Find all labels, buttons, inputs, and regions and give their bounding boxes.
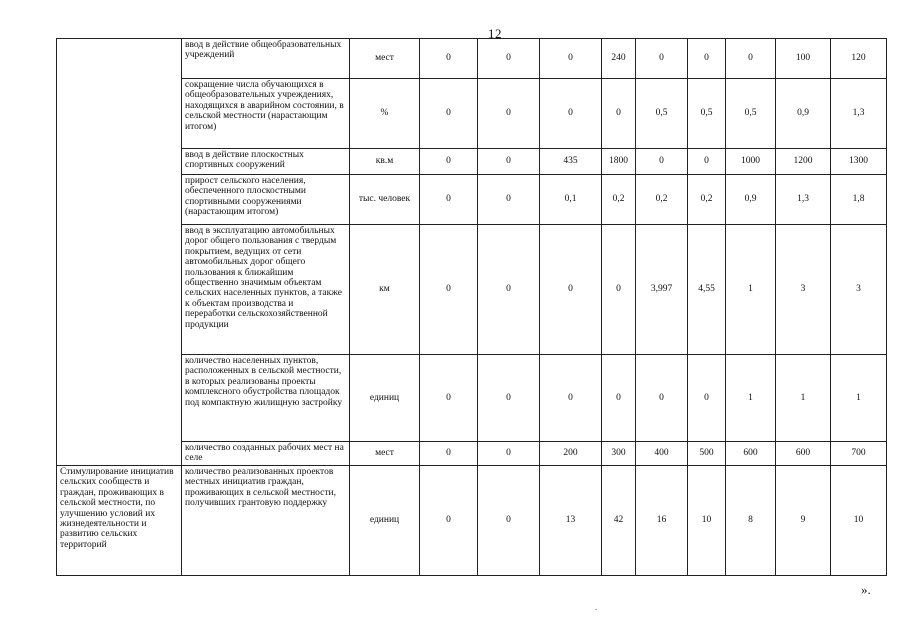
value-cell: 0 <box>602 79 636 149</box>
value-cell: 0 <box>540 355 602 442</box>
value-cell: 0 <box>478 466 540 576</box>
value-cell: 0 <box>636 149 688 175</box>
stray-mark: . <box>595 602 598 612</box>
indicator-cell: прирост сельского населения, обеспеченного плоскостными спортивными сооружениями (нарастающим итогом) <box>182 175 350 225</box>
value-cell: 0 <box>420 175 478 225</box>
value-cell: 120 <box>831 39 887 79</box>
indicator-cell: количество созданных рабочих мест на селе <box>182 442 350 466</box>
value-cell: 0 <box>420 225 478 355</box>
value-cell: 0,5 <box>688 79 726 149</box>
value-cell: 0,5 <box>726 79 776 149</box>
value-cell: 1 <box>776 355 831 442</box>
value-cell: 1 <box>726 225 776 355</box>
goal-cell-empty <box>57 39 182 466</box>
value-cell: 0,2 <box>688 175 726 225</box>
value-cell: 0 <box>688 39 726 79</box>
value-cell: 1,3 <box>831 79 887 149</box>
indicator-cell: ввод в эксплуатацию автомобильных дорог общего пользования с твердым покрытием, ведущих от сети автомобильных дорог общего пользования к ближайшим общественно значимым объектам сельских населенных пунктов, а также к объектам производства и переработки сельскохозяйственной продукции <box>182 225 350 355</box>
indicator-cell: ввод в действие общеобразовательных учреждений <box>182 39 350 79</box>
value-cell: 0 <box>420 149 478 175</box>
value-cell: 0 <box>478 175 540 225</box>
value-cell: 0 <box>478 355 540 442</box>
table-row <box>57 466 887 576</box>
unit-cell: кв.м <box>350 149 420 175</box>
unit-cell: тыс. человек <box>350 175 420 225</box>
value-cell: 3,997 <box>636 225 688 355</box>
indicator-cell: количество населенных пунктов, расположенных в сельской местности, в которых реализованы проекты комплексного обустройства площадок под компактную жилищную застройку <box>182 355 350 442</box>
value-cell: 0 <box>478 442 540 466</box>
value-cell: 1300 <box>831 149 887 175</box>
closing-quote-mark: ». <box>861 582 871 597</box>
value-cell: 0 <box>636 39 688 79</box>
value-cell: 100 <box>776 39 831 79</box>
value-cell: 3 <box>831 225 887 355</box>
value-cell: 0 <box>420 79 478 149</box>
table-row <box>57 39 887 79</box>
value-cell: 1 <box>726 355 776 442</box>
value-cell: 0,1 <box>540 175 602 225</box>
value-cell: 4,55 <box>688 225 726 355</box>
value-cell: 435 <box>540 149 602 175</box>
value-cell: 400 <box>636 442 688 466</box>
page-number: 12 <box>488 26 502 41</box>
goal-cell: Стимулирование инициатив сельских сообществ и граждан, проживающих в сельской местности, по улучшению условий их жизнедеятельности и развитию сельских территорий <box>57 466 182 576</box>
value-cell: 0 <box>420 442 478 466</box>
table-row <box>57 442 887 466</box>
value-cell: 10 <box>831 466 887 576</box>
value-cell: 0 <box>636 355 688 442</box>
value-cell: 0 <box>420 39 478 79</box>
value-cell: 0 <box>688 149 726 175</box>
value-cell: 3 <box>776 225 831 355</box>
value-cell: 8 <box>726 466 776 576</box>
value-cell: 500 <box>688 442 726 466</box>
value-cell: 0 <box>540 39 602 79</box>
indicator-cell: количество реализованных проектов местных инициатив граждан, проживающих в сельской местности, получивших грантовую поддержку <box>182 466 350 576</box>
unit-cell: мест <box>350 39 420 79</box>
value-cell: 300 <box>602 442 636 466</box>
value-cell: 0,2 <box>636 175 688 225</box>
value-cell: 700 <box>831 442 887 466</box>
value-cell: 0 <box>540 225 602 355</box>
value-cell: 0 <box>478 79 540 149</box>
unit-cell: км <box>350 225 420 355</box>
unit-cell: единиц <box>350 355 420 442</box>
table-row <box>57 79 887 149</box>
value-cell: 13 <box>540 466 602 576</box>
value-cell: 9 <box>776 466 831 576</box>
value-cell: 1 <box>831 355 887 442</box>
value-cell: 0,9 <box>776 79 831 149</box>
value-cell: 0 <box>602 225 636 355</box>
indicator-cell: сокращение числа обучающихся в общеобразовательных учреждениях, находящихся в аварийном состоянии, в сельской местности (нарастающим итогом) <box>182 79 350 149</box>
value-cell: 0,9 <box>726 175 776 225</box>
value-cell: 1000 <box>726 149 776 175</box>
indicator-table <box>56 38 887 576</box>
value-cell: 0 <box>478 225 540 355</box>
value-cell: 16 <box>636 466 688 576</box>
value-cell: 0,5 <box>636 79 688 149</box>
value-cell: 0 <box>726 39 776 79</box>
value-cell: 0 <box>602 355 636 442</box>
table-row <box>57 175 887 225</box>
value-cell: 200 <box>540 442 602 466</box>
value-cell: 0 <box>420 466 478 576</box>
value-cell: 0 <box>420 355 478 442</box>
value-cell: 0 <box>478 39 540 79</box>
unit-cell: мест <box>350 442 420 466</box>
value-cell: 0,2 <box>602 175 636 225</box>
table-row <box>57 149 887 175</box>
value-cell: 600 <box>726 442 776 466</box>
value-cell: 0 <box>478 149 540 175</box>
unit-cell: единиц <box>350 466 420 576</box>
table-row <box>57 225 887 355</box>
value-cell: 0 <box>688 355 726 442</box>
value-cell: 600 <box>776 442 831 466</box>
value-cell: 10 <box>688 466 726 576</box>
table-row <box>57 355 887 442</box>
indicator-cell: ввод в действие плоскостных спортивных сооружений <box>182 149 350 175</box>
value-cell: 240 <box>602 39 636 79</box>
value-cell: 1,8 <box>831 175 887 225</box>
value-cell: 1,3 <box>776 175 831 225</box>
value-cell: 1200 <box>776 149 831 175</box>
value-cell: 42 <box>602 466 636 576</box>
unit-cell: % <box>350 79 420 149</box>
value-cell: 1800 <box>602 149 636 175</box>
value-cell: 0 <box>540 79 602 149</box>
